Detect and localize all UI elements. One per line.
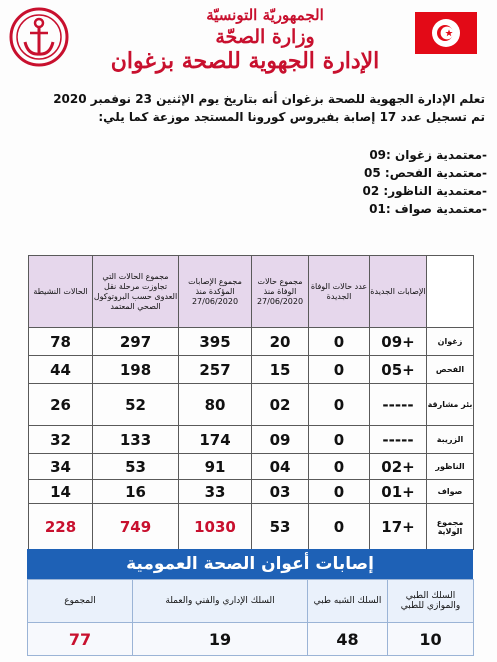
list-item: -معتمدية زغوان :09	[369, 148, 487, 162]
cell: 26	[29, 384, 93, 426]
cell: 09	[252, 426, 309, 454]
cell: 15	[252, 356, 309, 384]
column-header: الحالات النشيطة	[29, 256, 93, 328]
row-name: مجموع الولاية	[427, 504, 474, 550]
row-name: الزريبة	[427, 426, 474, 454]
cell: 0	[309, 328, 370, 356]
cases-table	[28, 255, 474, 550]
cell: 133	[93, 426, 179, 454]
table-row	[29, 480, 474, 504]
table-header-row	[29, 256, 474, 328]
cell: 16	[93, 480, 179, 504]
cell: 749	[93, 504, 179, 550]
cell: 80	[179, 384, 252, 426]
row-name: زغوان	[427, 328, 474, 356]
column-header: الإصابات الجديدة	[370, 256, 427, 328]
cell: 32	[29, 426, 93, 454]
cell: +01	[370, 480, 427, 504]
cell: 297	[93, 328, 179, 356]
cell: 53	[252, 504, 309, 550]
cell: +17	[370, 504, 427, 550]
column-header: مجموع الإصابات المؤكدة منذ 27/06/2020	[179, 256, 252, 328]
cell: 14	[29, 480, 93, 504]
intro-line-1: تعلم الإدارة الجهوية للصحة بزغوان أنه بتاريخ يوم الإثنين 23 نوفمبر 2020	[53, 92, 485, 106]
column-header: السلك الطبي والموازي للطبي	[388, 580, 474, 623]
cell: 04	[252, 454, 309, 480]
cell: 19	[133, 623, 308, 656]
cell: 03	[252, 480, 309, 504]
cell: 20	[252, 328, 309, 356]
cell: -----	[370, 384, 427, 426]
republic-title: الجمهوريّة التونسيّة	[206, 6, 324, 24]
cell: 395	[179, 328, 252, 356]
list-item: -معتمدية الفحص: 05	[364, 166, 487, 180]
row-name: صواف	[427, 480, 474, 504]
row-name: الفحص	[427, 356, 474, 384]
cell: 78	[29, 328, 93, 356]
cell: 257	[179, 356, 252, 384]
cell: 53	[93, 454, 179, 480]
cell: 10	[388, 623, 474, 656]
column-header: عدد حالات الوفاة الجديدة	[309, 256, 370, 328]
cell: 198	[93, 356, 179, 384]
table-row	[29, 454, 474, 480]
table-row	[29, 384, 474, 426]
cell: 174	[179, 426, 252, 454]
cell: 0	[309, 384, 370, 426]
ministry-title: وزارة الصحّة	[215, 26, 315, 48]
cell: 33	[179, 480, 252, 504]
table-row	[28, 623, 474, 656]
row-name: الناظور	[427, 454, 474, 480]
cell: 34	[29, 454, 93, 480]
tunisia-flag-icon	[415, 12, 477, 54]
column-header	[427, 256, 474, 328]
directorate-title: الإدارة الجهوية للصحة بزغوان	[110, 48, 380, 74]
row-name: بئر مشارقة	[427, 384, 474, 426]
cell: +05	[370, 356, 427, 384]
list-item: -معتمدية الناظور: 02	[362, 184, 487, 198]
health-workers-table	[27, 579, 474, 656]
cell: 02	[252, 384, 309, 426]
intro-line-2: تم تسجيل عدد 17 إصابة بفيروس كورونا المستجد موزعة كما يلي:	[98, 110, 485, 124]
cell: 0	[309, 356, 370, 384]
cell: 228	[29, 504, 93, 550]
cell: 0	[309, 426, 370, 454]
cell: 48	[308, 623, 388, 656]
column-header: المجموع	[28, 580, 133, 623]
anchor-emblem-icon	[8, 6, 70, 68]
table-total-row	[29, 504, 474, 550]
column-header: السلك الإداري والفني والعملة	[133, 580, 308, 623]
health-workers-title: إصابات أعوان الصحة العمومية	[27, 549, 473, 579]
table-header-row	[28, 580, 474, 623]
column-header: مجموع حالات الوفاة منذ 27/06/2020	[252, 256, 309, 328]
column-header: مجموع الحالات التي تجاوزت مرحلة نقل العدوى حسب البروتوكول الصحي المعتمد	[93, 256, 179, 328]
table-row	[29, 356, 474, 384]
column-header: السلك الشبه طبي	[308, 580, 388, 623]
cell: 1030	[179, 504, 252, 550]
cell: +09	[370, 328, 427, 356]
cell: 0	[309, 480, 370, 504]
table-row	[29, 328, 474, 356]
table-row	[29, 426, 474, 454]
cell: 77	[28, 623, 133, 656]
list-item: -معتمدية صواف :01	[369, 202, 487, 216]
cell: 0	[309, 454, 370, 480]
cell: +02	[370, 454, 427, 480]
cell: 44	[29, 356, 93, 384]
cell: 0	[309, 504, 370, 550]
crescent-star-icon	[434, 21, 458, 45]
cell: -----	[370, 426, 427, 454]
cell: 52	[93, 384, 179, 426]
cell: 91	[179, 454, 252, 480]
delegations-list	[287, 148, 487, 220]
